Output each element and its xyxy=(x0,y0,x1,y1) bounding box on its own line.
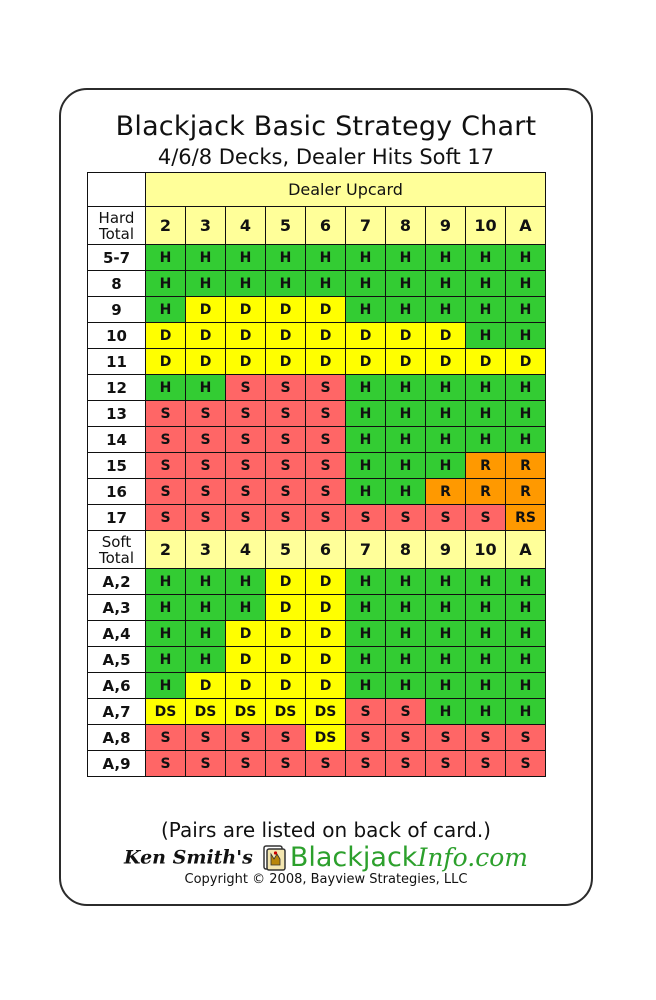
action-cell: S xyxy=(146,401,186,427)
action-cell: H xyxy=(386,375,426,401)
action-cell: H xyxy=(506,401,546,427)
upcard-8: 8 xyxy=(386,207,426,245)
action-cell: D xyxy=(306,323,346,349)
action-cell: H xyxy=(466,595,506,621)
action-cell: D xyxy=(386,323,426,349)
action-cell: DS xyxy=(306,699,346,725)
action-cell: D xyxy=(226,647,266,673)
action-cell: D xyxy=(226,323,266,349)
action-cell: D xyxy=(226,349,266,375)
strategy-table xyxy=(87,172,546,777)
action-cell: S xyxy=(466,505,506,531)
soft-row xyxy=(88,725,546,751)
action-cell: R xyxy=(506,479,546,505)
hard-row-total: 14 xyxy=(88,427,146,453)
chart-title: Blackjack Basic Strategy Chart xyxy=(115,111,537,142)
action-cell: D xyxy=(266,673,306,699)
upcard-3: 3 xyxy=(186,207,226,245)
pairs-note: (Pairs are listed on back of card.) xyxy=(161,818,491,842)
action-cell: D xyxy=(306,673,346,699)
action-cell: S xyxy=(386,751,426,777)
action-cell: D xyxy=(146,323,186,349)
action-cell: H xyxy=(146,673,186,699)
action-cell: H xyxy=(466,673,506,699)
action-cell: D xyxy=(226,621,266,647)
hard-row-total: 15 xyxy=(88,453,146,479)
action-cell: H xyxy=(506,699,546,725)
hard-row-total: 17 xyxy=(88,505,146,531)
action-cell: S xyxy=(266,453,306,479)
action-cell: H xyxy=(466,401,506,427)
hard-row-total: 10 xyxy=(88,323,146,349)
action-cell: S xyxy=(306,505,346,531)
action-cell: H xyxy=(186,595,226,621)
soft-row xyxy=(88,647,546,673)
hard-row xyxy=(88,453,546,479)
action-cell: H xyxy=(386,427,426,453)
action-cell: H xyxy=(426,401,466,427)
upcard-2: 2 xyxy=(146,207,186,245)
action-cell: H xyxy=(146,647,186,673)
action-cell: H xyxy=(226,595,266,621)
soft-row xyxy=(88,569,546,595)
action-cell: DS xyxy=(226,699,266,725)
action-cell: H xyxy=(386,297,426,323)
action-cell: D xyxy=(426,323,466,349)
action-cell: S xyxy=(266,479,306,505)
action-cell: H xyxy=(386,271,426,297)
action-cell: S xyxy=(306,427,346,453)
upcard-10: 10 xyxy=(466,207,506,245)
action-cell: S xyxy=(426,505,466,531)
action-cell: H xyxy=(266,245,306,271)
hard-row xyxy=(88,427,546,453)
action-cell: D xyxy=(186,673,226,699)
action-cell: S xyxy=(226,401,266,427)
action-cell: D xyxy=(506,349,546,375)
hard-row-total: 12 xyxy=(88,375,146,401)
action-cell: D xyxy=(466,349,506,375)
action-cell: D xyxy=(226,673,266,699)
soft-row-total: A,3 xyxy=(88,595,146,621)
action-cell: H xyxy=(226,245,266,271)
action-cell: S xyxy=(266,751,306,777)
brand-word-blackjack: Blackjack xyxy=(289,842,418,873)
action-cell: S xyxy=(306,375,346,401)
upcard-5: 5 xyxy=(266,531,306,569)
action-cell: H xyxy=(346,621,386,647)
action-cell: S xyxy=(146,505,186,531)
upcard-9: 9 xyxy=(426,531,466,569)
dealer-caption-row xyxy=(88,173,546,207)
soft-row-total: A,4 xyxy=(88,621,146,647)
action-cell: D xyxy=(266,297,306,323)
action-cell: H xyxy=(346,479,386,505)
soft-header-row xyxy=(88,531,546,569)
soft-row xyxy=(88,673,546,699)
soft-total-label: Soft Total xyxy=(88,531,146,569)
action-cell: S xyxy=(186,479,226,505)
hard-header-row xyxy=(88,207,546,245)
action-cell: H xyxy=(426,569,466,595)
action-cell: S xyxy=(266,505,306,531)
action-cell: S xyxy=(386,505,426,531)
action-cell: H xyxy=(506,271,546,297)
action-cell: RS xyxy=(506,505,546,531)
action-cell: H xyxy=(186,245,226,271)
action-cell: H xyxy=(226,569,266,595)
hard-row-total: 11 xyxy=(88,349,146,375)
action-cell: S xyxy=(426,751,466,777)
action-cell: D xyxy=(306,349,346,375)
action-cell: H xyxy=(146,297,186,323)
action-cell: D xyxy=(186,349,226,375)
action-cell: R xyxy=(426,479,466,505)
upcard-10: 10 xyxy=(466,531,506,569)
action-cell: R xyxy=(466,479,506,505)
action-cell: H xyxy=(346,453,386,479)
action-cell: S xyxy=(346,751,386,777)
action-cell: D xyxy=(306,297,346,323)
action-cell: H xyxy=(146,569,186,595)
upcard-7: 7 xyxy=(346,531,386,569)
soft-row xyxy=(88,751,546,777)
action-cell: H xyxy=(426,621,466,647)
action-cell: H xyxy=(346,271,386,297)
soft-row-total: A,8 xyxy=(88,725,146,751)
action-cell: H xyxy=(386,245,426,271)
action-cell: H xyxy=(466,699,506,725)
action-cell: D xyxy=(266,621,306,647)
action-cell: R xyxy=(506,453,546,479)
action-cell: D xyxy=(306,647,346,673)
action-cell: H xyxy=(466,427,506,453)
hard-row-total: 16 xyxy=(88,479,146,505)
action-cell: H xyxy=(506,375,546,401)
upcard-a: A xyxy=(506,207,546,245)
action-cell: H xyxy=(426,699,466,725)
action-cell: H xyxy=(346,427,386,453)
action-cell: H xyxy=(466,271,506,297)
action-cell: H xyxy=(346,647,386,673)
hard-row xyxy=(88,505,546,531)
action-cell: H xyxy=(386,401,426,427)
action-cell: D xyxy=(146,349,186,375)
action-cell: S xyxy=(146,751,186,777)
action-cell: H xyxy=(426,647,466,673)
upcard-6: 6 xyxy=(306,207,346,245)
action-cell: D xyxy=(186,323,226,349)
hard-row xyxy=(88,401,546,427)
soft-row xyxy=(88,621,546,647)
upcard-4: 4 xyxy=(226,531,266,569)
action-cell: H xyxy=(266,271,306,297)
action-cell: S xyxy=(266,401,306,427)
hard-row-total: 8 xyxy=(88,271,146,297)
action-cell: H xyxy=(186,375,226,401)
copyright-text: Copyright © 2008, Bayview Strategies, LLC xyxy=(184,872,468,887)
action-cell: D xyxy=(266,647,306,673)
action-cell: R xyxy=(466,453,506,479)
action-cell: H xyxy=(466,647,506,673)
action-cell: S xyxy=(386,725,426,751)
hard-row xyxy=(88,245,546,271)
upcard-2: 2 xyxy=(146,531,186,569)
action-cell: DS xyxy=(306,725,346,751)
action-cell: H xyxy=(386,621,426,647)
action-cell: H xyxy=(346,375,386,401)
action-cell: H xyxy=(426,673,466,699)
card-logo-icon xyxy=(262,845,286,871)
action-cell: H xyxy=(426,595,466,621)
action-cell: H xyxy=(146,245,186,271)
hard-row xyxy=(88,479,546,505)
action-cell: H xyxy=(146,621,186,647)
action-cell: H xyxy=(346,673,386,699)
action-cell: S xyxy=(186,505,226,531)
action-cell: H xyxy=(346,297,386,323)
action-cell: D xyxy=(266,323,306,349)
action-cell: S xyxy=(426,725,466,751)
action-cell: H xyxy=(386,453,426,479)
action-cell: S xyxy=(346,505,386,531)
action-cell: S xyxy=(226,375,266,401)
action-cell: S xyxy=(226,479,266,505)
action-cell: H xyxy=(386,647,426,673)
hard-row xyxy=(88,323,546,349)
action-cell: S xyxy=(186,751,226,777)
action-cell: S xyxy=(386,699,426,725)
action-cell: H xyxy=(146,271,186,297)
action-cell: S xyxy=(226,505,266,531)
action-cell: D xyxy=(266,569,306,595)
action-cell: D xyxy=(346,349,386,375)
action-cell: D xyxy=(226,297,266,323)
soft-row-total: A,9 xyxy=(88,751,146,777)
action-cell: H xyxy=(146,375,186,401)
action-cell: D xyxy=(266,595,306,621)
action-cell: H xyxy=(186,569,226,595)
action-cell: S xyxy=(466,751,506,777)
action-cell: H xyxy=(466,323,506,349)
action-cell: H xyxy=(306,271,346,297)
action-cell: S xyxy=(186,453,226,479)
hard-row xyxy=(88,349,546,375)
action-cell: H xyxy=(506,297,546,323)
action-cell: S xyxy=(346,725,386,751)
action-cell: DS xyxy=(266,699,306,725)
action-cell: H xyxy=(506,595,546,621)
action-cell: H xyxy=(466,621,506,647)
upcard-5: 5 xyxy=(266,207,306,245)
action-cell: H xyxy=(346,401,386,427)
action-cell: H xyxy=(386,479,426,505)
brand-logo-line xyxy=(59,842,593,873)
dealer-upcard-caption: Dealer Upcard xyxy=(146,173,546,207)
soft-row-total: A,6 xyxy=(88,673,146,699)
action-cell: S xyxy=(306,453,346,479)
brand-word-info: Info.com xyxy=(417,843,528,872)
action-cell: H xyxy=(466,569,506,595)
action-cell: H xyxy=(466,245,506,271)
chart-subtitle: 4/6/8 Decks, Dealer Hits Soft 17 xyxy=(157,145,495,169)
action-cell: S xyxy=(146,479,186,505)
soft-row-total: A,5 xyxy=(88,647,146,673)
brand-author: Ken Smith's xyxy=(124,846,253,869)
action-cell: S xyxy=(146,453,186,479)
action-cell: S xyxy=(306,751,346,777)
action-cell: S xyxy=(266,375,306,401)
hard-row xyxy=(88,375,546,401)
action-cell: H xyxy=(346,245,386,271)
upcard-4: 4 xyxy=(226,207,266,245)
soft-row-total: A,2 xyxy=(88,569,146,595)
action-cell: D xyxy=(306,621,346,647)
upcard-6: 6 xyxy=(306,531,346,569)
action-cell: H xyxy=(506,323,546,349)
action-cell: S xyxy=(266,725,306,751)
action-cell: D xyxy=(266,349,306,375)
hard-row-total: 9 xyxy=(88,297,146,323)
action-cell: H xyxy=(426,427,466,453)
hard-row xyxy=(88,297,546,323)
soft-row-total: A,7 xyxy=(88,699,146,725)
action-cell: H xyxy=(386,673,426,699)
action-cell: D xyxy=(306,569,346,595)
action-cell: S xyxy=(186,725,226,751)
action-cell: H xyxy=(386,569,426,595)
action-cell: S xyxy=(306,401,346,427)
action-cell: H xyxy=(426,271,466,297)
action-cell: S xyxy=(226,453,266,479)
action-cell: H xyxy=(426,297,466,323)
hard-row-total: 13 xyxy=(88,401,146,427)
action-cell: S xyxy=(226,751,266,777)
action-cell: H xyxy=(186,271,226,297)
upcard-7: 7 xyxy=(346,207,386,245)
corner-cell xyxy=(88,173,146,207)
action-cell: H xyxy=(426,375,466,401)
action-cell: S xyxy=(186,427,226,453)
action-cell: S xyxy=(226,427,266,453)
action-cell: D xyxy=(426,349,466,375)
hard-total-label: Hard Total xyxy=(88,207,146,245)
action-cell: S xyxy=(266,427,306,453)
upcard-a: A xyxy=(506,531,546,569)
action-cell: H xyxy=(146,595,186,621)
action-cell: H xyxy=(506,673,546,699)
action-cell: H xyxy=(506,647,546,673)
hard-row-total: 5-7 xyxy=(88,245,146,271)
action-cell: D xyxy=(306,595,346,621)
action-cell: H xyxy=(426,245,466,271)
upcard-9: 9 xyxy=(426,207,466,245)
action-cell: S xyxy=(466,725,506,751)
action-cell: H xyxy=(506,427,546,453)
upcard-8: 8 xyxy=(386,531,426,569)
action-cell: D xyxy=(186,297,226,323)
action-cell: H xyxy=(186,647,226,673)
action-cell: H xyxy=(466,375,506,401)
hard-row xyxy=(88,271,546,297)
action-cell: H xyxy=(386,595,426,621)
action-cell: S xyxy=(146,427,186,453)
action-cell: H xyxy=(506,245,546,271)
action-cell: D xyxy=(386,349,426,375)
action-cell: H xyxy=(506,569,546,595)
action-cell: S xyxy=(146,725,186,751)
action-cell: D xyxy=(346,323,386,349)
action-cell: H xyxy=(186,621,226,647)
action-cell: H xyxy=(346,569,386,595)
soft-row xyxy=(88,595,546,621)
action-cell: DS xyxy=(146,699,186,725)
action-cell: S xyxy=(506,725,546,751)
soft-row xyxy=(88,699,546,725)
action-cell: DS xyxy=(186,699,226,725)
action-cell: S xyxy=(506,751,546,777)
action-cell: S xyxy=(186,401,226,427)
action-cell: S xyxy=(226,725,266,751)
action-cell: S xyxy=(346,699,386,725)
action-cell: H xyxy=(506,621,546,647)
action-cell: S xyxy=(306,479,346,505)
action-cell: H xyxy=(226,271,266,297)
action-cell: H xyxy=(426,453,466,479)
upcard-3: 3 xyxy=(186,531,226,569)
action-cell: H xyxy=(346,595,386,621)
action-cell: H xyxy=(466,297,506,323)
action-cell: H xyxy=(306,245,346,271)
